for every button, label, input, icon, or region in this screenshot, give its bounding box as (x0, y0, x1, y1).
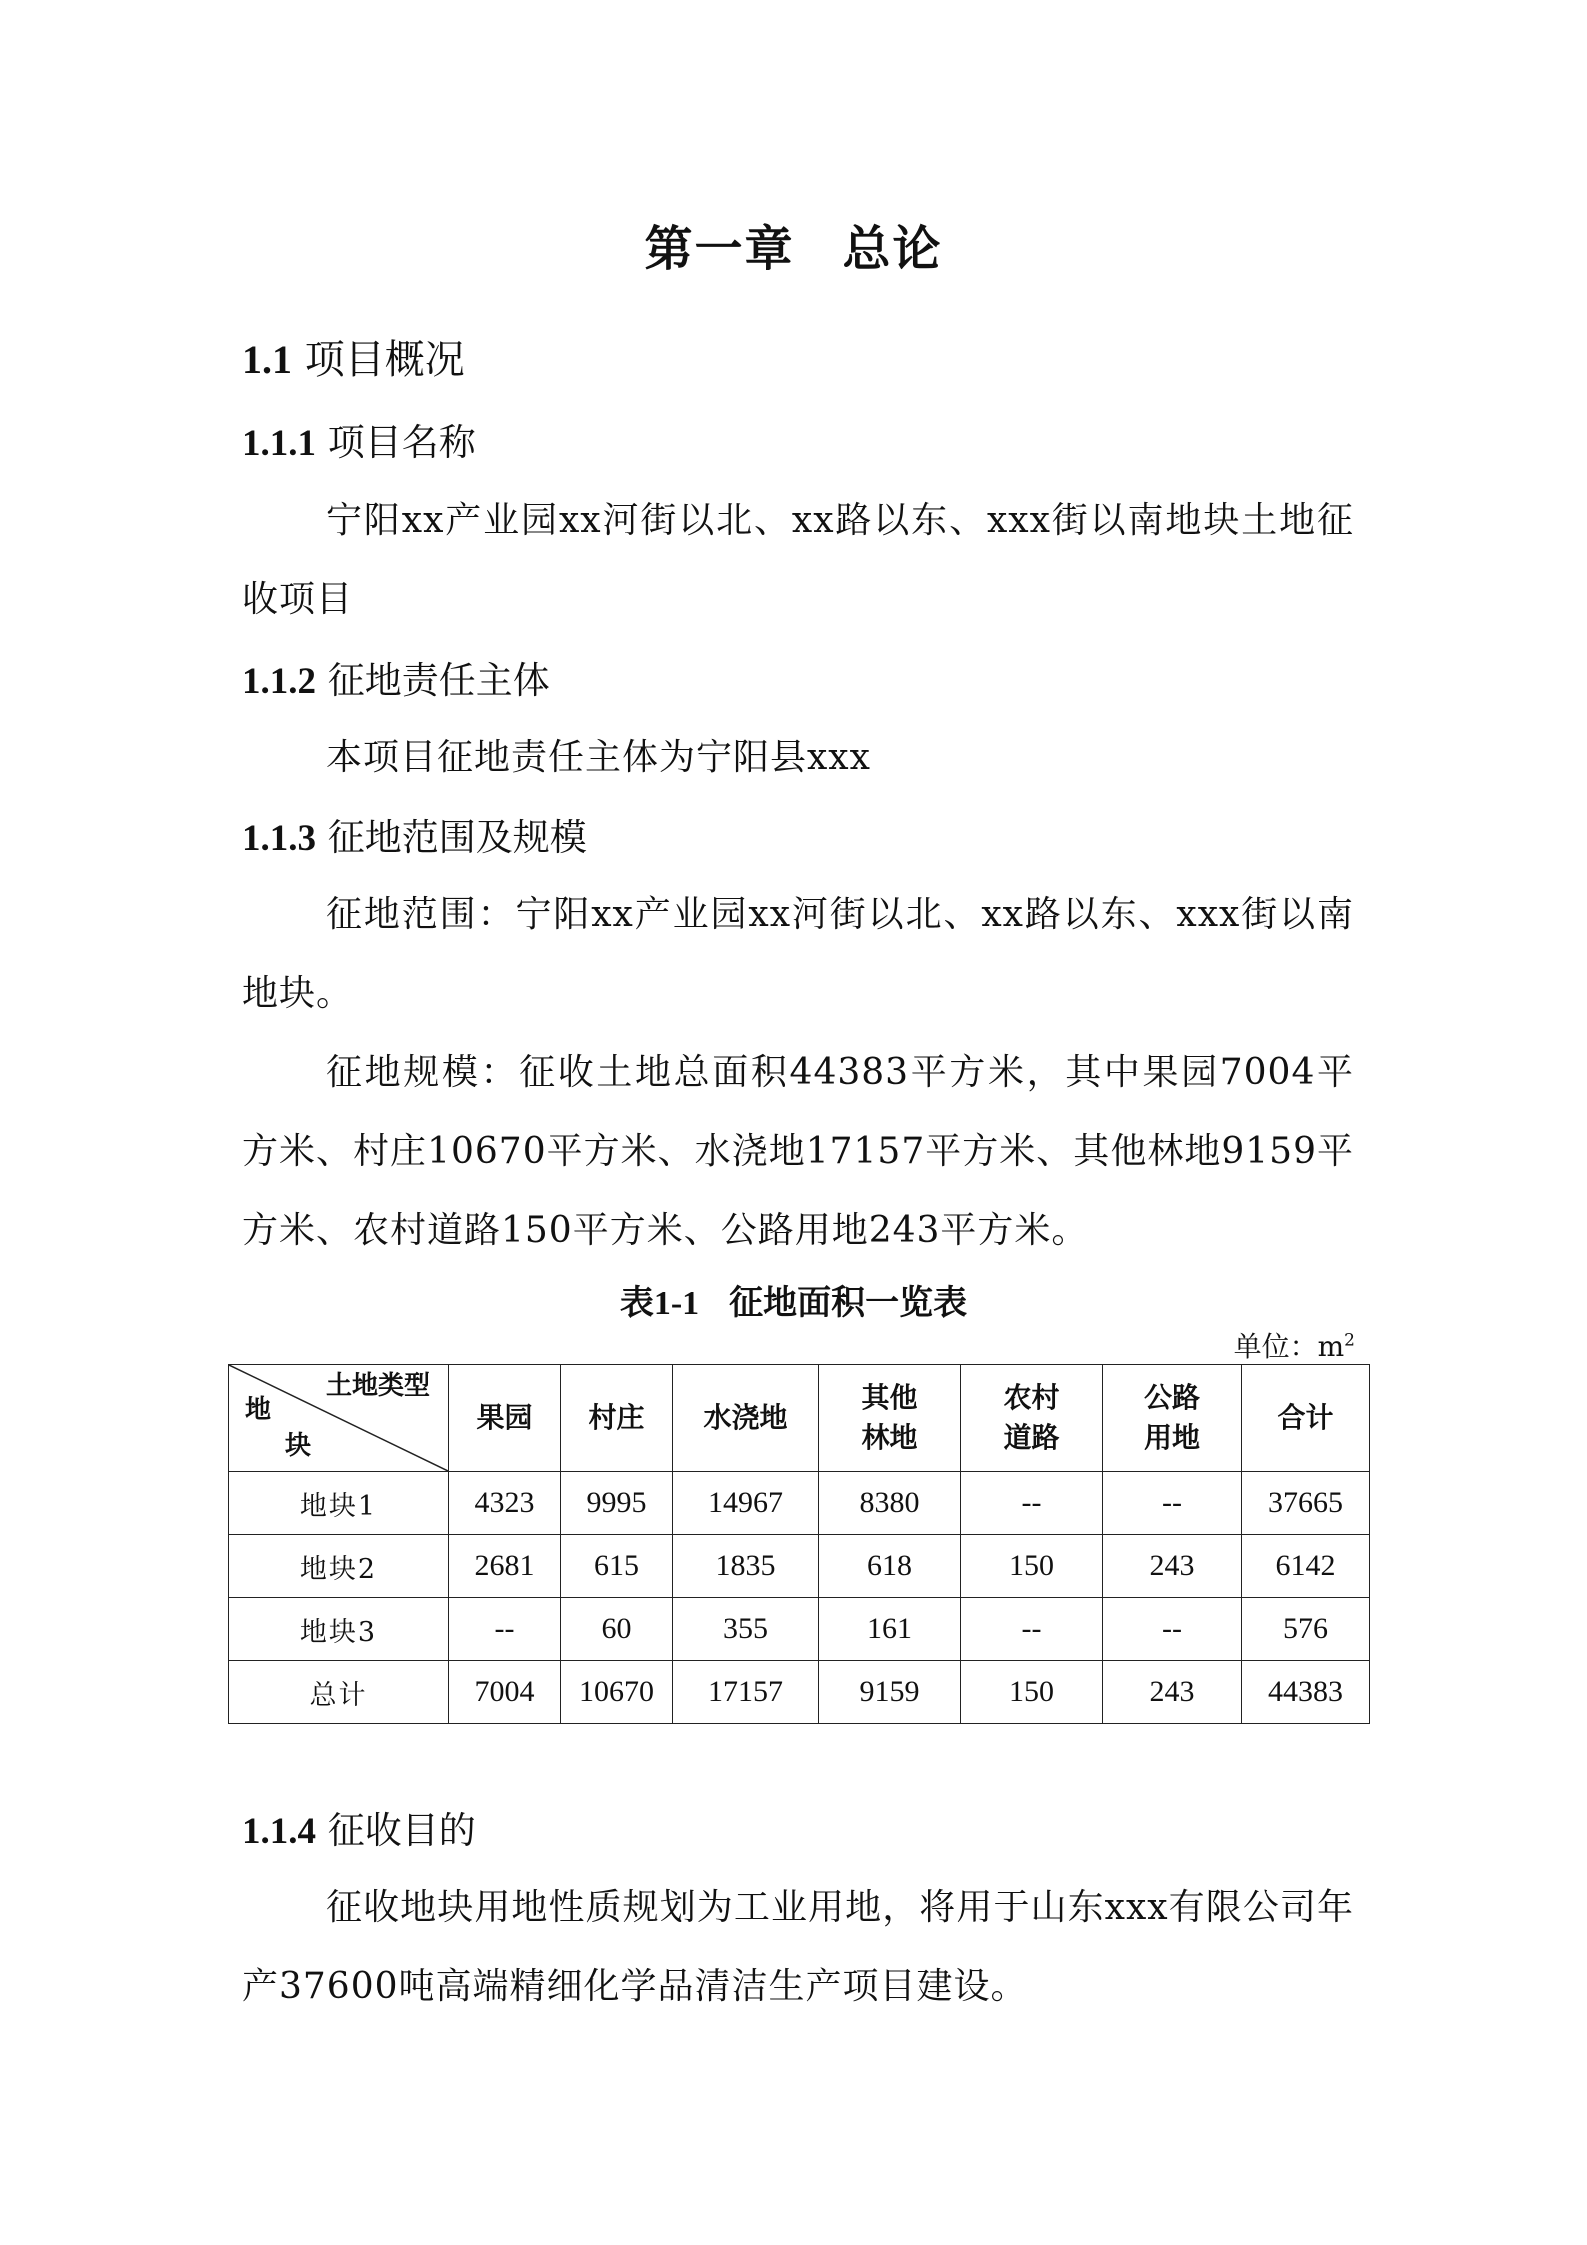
table-row-total (229, 1661, 1370, 1724)
table-cell: -- (961, 1472, 1103, 1535)
section-number: 1.1 (242, 337, 292, 382)
table-cell: 4323 (449, 1472, 561, 1535)
section-number: 1.1.3 (242, 818, 316, 859)
chapter-name: 总论 (842, 221, 943, 277)
table-cell: 2681 (449, 1535, 561, 1598)
paragraph-project-name: 宁阳xx产业园xx河街以北、xx路以东、xxx街以南地块土地征收项目 (242, 500, 1354, 620)
row-label: 总计 (229, 1661, 449, 1724)
section-number: 1.1.2 (242, 661, 316, 702)
corner-label-plot-2: 块 (285, 1431, 312, 1461)
table-cell: 576 (1242, 1598, 1370, 1661)
table-title: 征地面积一览表 (729, 1283, 968, 1323)
section-title: 征收目的 (327, 1809, 476, 1852)
column-header: 合计 (1242, 1365, 1370, 1472)
section-title: 项目名称 (327, 421, 476, 464)
table-cell: -- (449, 1598, 561, 1661)
diagonal-header-cell (229, 1365, 449, 1472)
table-cell: 37665 (1242, 1472, 1370, 1535)
chapter-title (0, 210, 1587, 279)
table-caption (0, 1275, 1587, 1324)
table-cell: 7004 (449, 1661, 561, 1724)
row-label: 地块1 (229, 1472, 449, 1535)
row-label: 地块2 (229, 1535, 449, 1598)
table-number: 表1-1 (619, 1285, 700, 1322)
table-cell: 355 (673, 1598, 819, 1661)
table-cell: 1835 (673, 1535, 819, 1598)
table-cell: 615 (561, 1535, 673, 1598)
column-header: 其他 林地 (819, 1365, 961, 1472)
unit-superscript: 2 (1344, 1330, 1355, 1351)
section-title: 项目概况 (304, 337, 465, 383)
section-heading-1-1-1 (242, 412, 476, 466)
table-cell: 150 (961, 1661, 1103, 1724)
land-area-table (228, 1364, 1370, 1724)
chapter-number: 第一章 (644, 221, 795, 277)
table-cell: 17157 (673, 1661, 819, 1724)
column-header: 村庄 (561, 1365, 673, 1472)
paragraph-scale: 征地规模：征收土地总面积44383平方米，其中果园7004平方米、村庄10670平方米、水浇地17157平方米、其他林地9159平方米、农村道路150平方米、公路用地243平方米。 (242, 1052, 1354, 1251)
table-cell: 9995 (561, 1472, 673, 1535)
section-number: 1.1.4 (242, 1811, 316, 1852)
table-cell: -- (1103, 1472, 1242, 1535)
table-header-row (229, 1365, 1370, 1472)
table-row (229, 1472, 1370, 1535)
section-title: 征地责任主体 (327, 659, 550, 702)
section-heading-1-1-4 (242, 1800, 476, 1854)
section-heading-1-1-2 (242, 650, 550, 704)
table-cell: 618 (819, 1535, 961, 1598)
table-row (229, 1535, 1370, 1598)
table-cell: 6142 (1242, 1535, 1370, 1598)
table-cell: -- (1103, 1598, 1242, 1661)
row-label: 地块3 (229, 1598, 449, 1661)
table-unit (1234, 1325, 1355, 1365)
corner-label-plot-1: 地 (245, 1395, 272, 1425)
table-row (229, 1598, 1370, 1661)
section-title: 征地范围及规模 (327, 816, 587, 859)
table-cell: 9159 (819, 1661, 961, 1724)
column-header: 公路 用地 (1103, 1365, 1242, 1472)
table-cell: 10670 (561, 1661, 673, 1724)
section-heading-1-1 (242, 328, 465, 385)
paragraph-responsible-party: 本项目征地责任主体为宁阳县xxx (326, 737, 871, 778)
table-cell: 44383 (1242, 1661, 1370, 1724)
section-heading-1-1-3 (242, 807, 587, 861)
table-cell: 243 (1103, 1535, 1242, 1598)
table-cell: 161 (819, 1598, 961, 1661)
corner-label-land-type: 土地类型 (325, 1371, 430, 1401)
table-cell: 14967 (673, 1472, 819, 1535)
table-cell: 60 (561, 1598, 673, 1661)
column-header: 农村 道路 (961, 1365, 1103, 1472)
unit-label: 单位：m (1233, 1330, 1345, 1363)
column-header: 水浇地 (673, 1365, 819, 1472)
paragraph-scope: 征地范围：宁阳xx产业园xx河街以北、xx路以东、xxx街以南地块。 (242, 894, 1354, 1014)
paragraph-purpose: 征收地块用地性质规划为工业用地，将用于山东xxx有限公司年产37600吨高端精细化学品清洁生产项目建设。 (242, 1887, 1354, 2007)
column-header: 果园 (449, 1365, 561, 1472)
section-number: 1.1.1 (242, 423, 316, 464)
table-cell: 8380 (819, 1472, 961, 1535)
table-cell: 243 (1103, 1661, 1242, 1724)
table-cell: 150 (961, 1535, 1103, 1598)
table-cell: -- (961, 1598, 1103, 1661)
